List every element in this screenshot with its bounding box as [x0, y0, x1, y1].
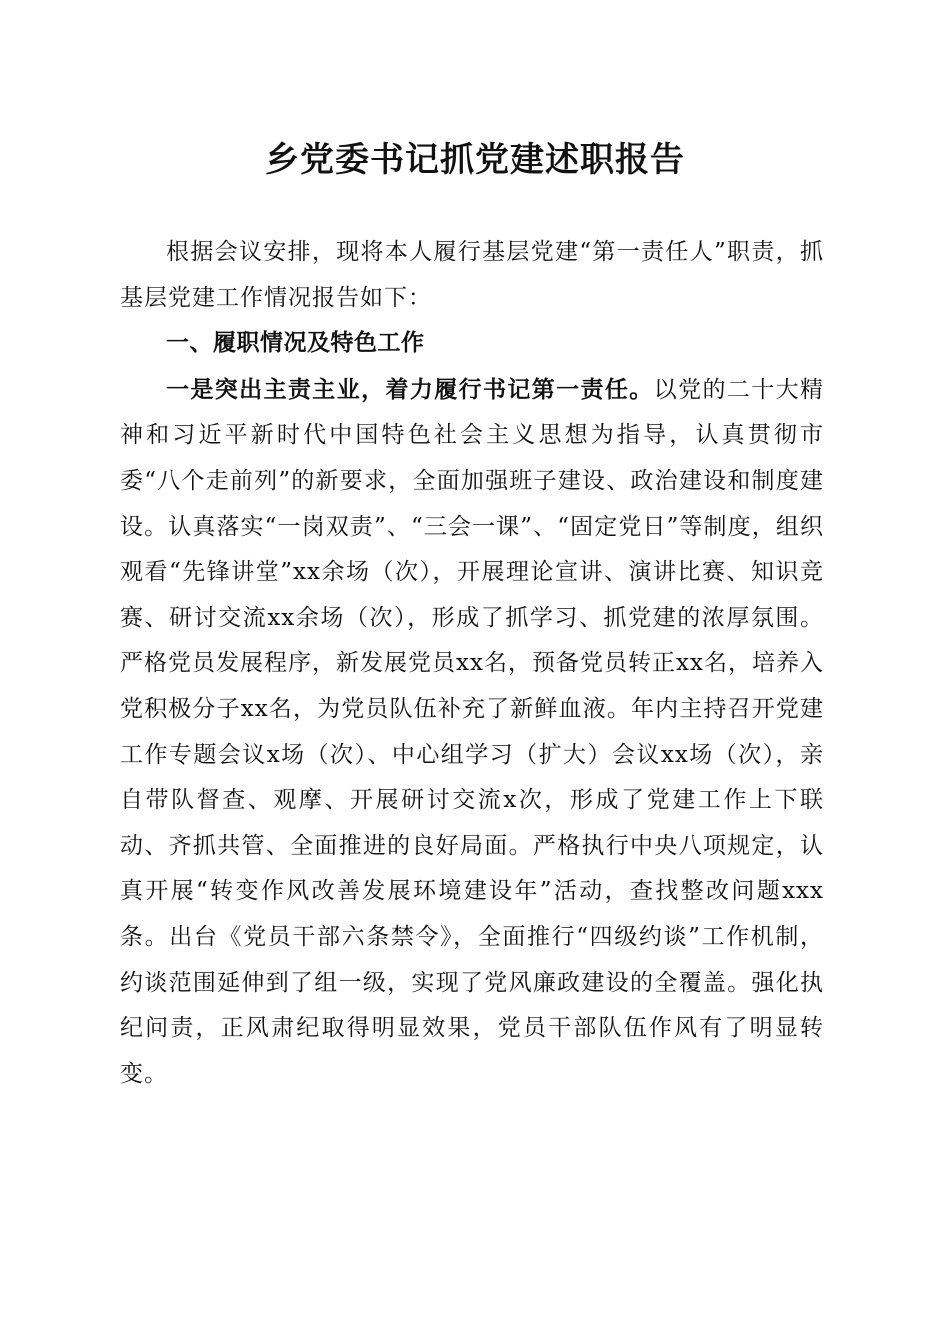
section-paragraph — [120, 367, 824, 1098]
section-heading: 一、履职情况及特色工作 — [166, 330, 425, 357]
intro-paragraph: 根据会议安排，现将本人履行基层党建“第一责任人”职责，抓基层党建工作情况报告如下： — [120, 239, 824, 311]
document-title: 乡党委书记抓党建述职报告 — [265, 140, 685, 180]
section-lead-sentence: 一是突出主责主业，着力履行书记第一责任。 — [166, 375, 654, 403]
document-body — [120, 230, 824, 1097]
section-body-text: 以党的二十大精神和习近平新时代中国特色社会主义思想为指导，认真贯彻市委“八个走前列”的新要求，全面加强班子建设、政治建设和制度建设。认真落实“一岗双责”、“三会一课”、“固定党日”等制度，组织观看“先锋讲堂”xx余场（次），开展理论宣讲、演讲比赛、知识竞赛、研讨交流xx余场（次），形成了抓学习、抓党建的浓厚氛围。严格党员发展程序，新发展党员xx名，预备党员转正xx名，培养入党积极分子xx名，为党员队伍补充了新鲜血液。年内主持召开党建工作专题会议x场（次）、中心组学习（扩大）会议xx场（次），亲自带队督查、观摩、开展研讨交流x次，形成了党建工作上下联动、齐抓共管、全面推进的良好局面。严格执行中央八项规定，认真开展“转变作风改善发展环境建设年”活动，查找整改问题xxx条。出台《党员干部六条禁令》，全面推行“四级约谈”工作机制，约谈范围延伸到了组一级，实现了党风廉政建设的全覆盖。强化执纪问责，正风肃纪取得明显效果，党员干部队伍作风有了明显转变。 — [120, 376, 825, 1087]
